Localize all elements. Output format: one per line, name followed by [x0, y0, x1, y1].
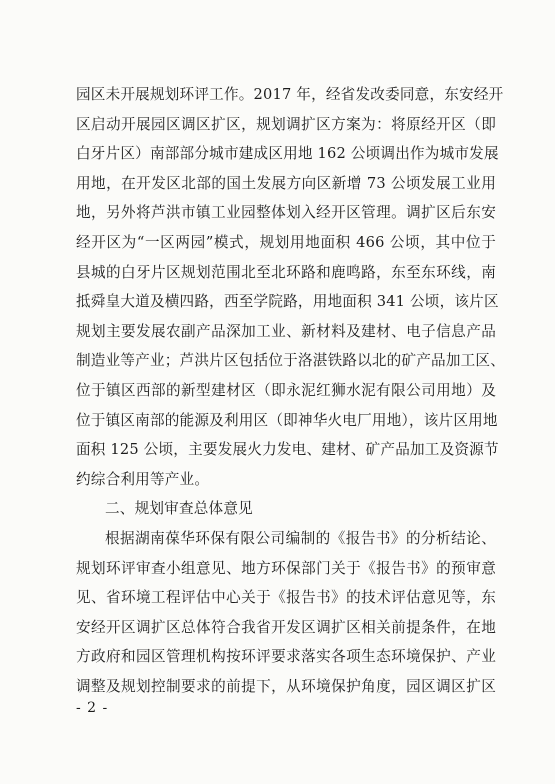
- section-heading: 二、规划审查总体意见: [105, 500, 253, 518]
- text-line: 县城的白牙片区规划范围北至北环路和鹿鸣路，东至东环线，南: [76, 263, 496, 281]
- text-line: 调整及规划控制要求的前提下，从环境保护角度，园区调区扩区: [76, 677, 496, 695]
- text-line: 安经开区调扩区总体符合我省开发区调扩区相关前提条件，在地: [76, 618, 496, 636]
- text-line: 白牙片区）南部部分城市建成区用地 162 公顷调出作为城市发展: [76, 145, 499, 163]
- text-line: 面积 125 公顷，主要发展火力发电、建材、矿产品加工及资源节: [76, 441, 499, 459]
- text-line: 规划主要发展农副产品深加工业、新材料及建材、电子信息产品: [76, 322, 496, 340]
- text-line: 经开区为“一区两园”模式，规划用地面积 466 公顷，其中位于: [76, 233, 496, 251]
- text-line: 用地，在开发区北部的国土发展方向区新增 73 公顷发展工业用: [76, 174, 496, 192]
- text-line: 根据湖南葆华环保有限公司编制的《报告书》的分析结论、: [105, 529, 496, 547]
- text-line: 抵舜皇大道及横四路，西至学院路，用地面积 341 公顷，该片区: [76, 293, 499, 311]
- text-line: 见、省环境工程评估中心关于《报告书》的技术评估意见等，东: [76, 589, 496, 607]
- text-line: 位于镇区南部的能源及利用区（即神华火电厂用地），该片区用地: [76, 411, 498, 429]
- body-text: [76, 80, 506, 701]
- text-line: 制造业等产业；芦洪片区包括位于洛湛铁路以北的矿产品加工区、: [76, 352, 506, 370]
- text-line: 位于镇区西部的新型建材区（即永泥红狮水泥有限公司用地）及: [76, 381, 496, 399]
- text-line: 约综合利用等产业。: [76, 470, 210, 488]
- text-line: 地，另外将芦洪市镇工业园整体划入经开区管理。调扩区后东安: [76, 204, 496, 222]
- text-line: 规划环评审查小组意见、地方环保部门关于《报告书》的预审意: [76, 559, 496, 577]
- text-line: 园区未开展规划环评工作。2017 年，经省发改委同意，东安经开: [76, 86, 504, 103]
- text-line: 区启动开展园区调区扩区，规划调扩区方案为：将原经开区（即: [76, 115, 496, 133]
- text-line: 方政府和园区管理机构按环评要求落实各项生态环境保护、产业: [76, 648, 496, 666]
- page-number: - 2 -: [76, 700, 109, 716]
